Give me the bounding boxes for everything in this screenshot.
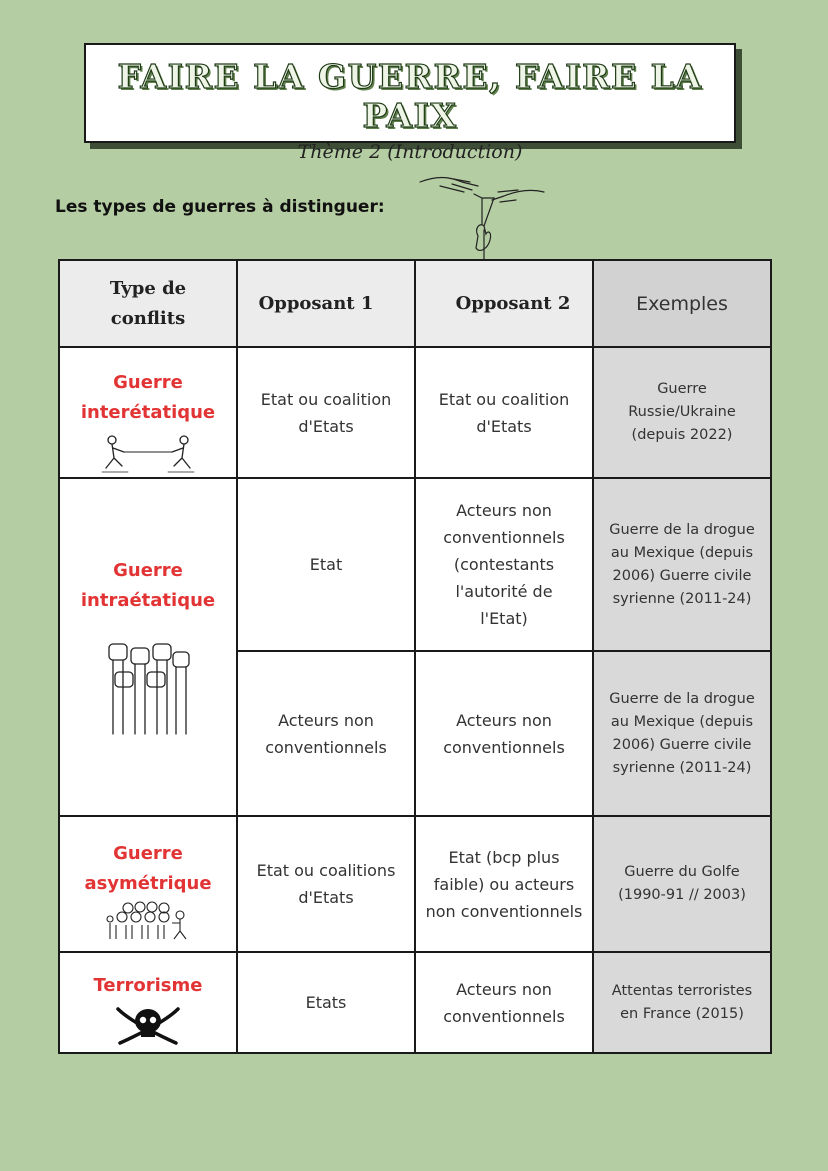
type-name: Guerre interétatique <box>80 372 216 423</box>
hands-sketch-icon <box>418 170 548 260</box>
tug-of-war-icon <box>98 432 198 474</box>
type-cell <box>59 347 237 478</box>
opponent-1-cell: Etats <box>237 952 415 1053</box>
table-header-row <box>59 260 771 347</box>
type-cell <box>59 816 237 952</box>
examples-cell: Guerre de la drogue au Mexique (depuis 2006) Guerre civile syrienne (2011-24) <box>593 651 771 816</box>
opponent-2-cell: Etat (bcp plus faible) ou acteurs non conventionnels <box>415 816 593 952</box>
table-row <box>59 347 771 478</box>
opponent-1-cell: Etat ou coalition d'Etats <box>237 347 415 478</box>
page-title: FAIRE LA GUERRE, FAIRE LA PAIX <box>117 57 703 135</box>
opponent-1-cell: Acteurs non conventionnels <box>237 651 415 816</box>
table-row <box>59 952 771 1053</box>
opponent-1-cell: Etat ou coalitions d'Etats <box>237 816 415 952</box>
examples-cell: Guerre de la drogue au Mexique (depuis 2006) Guerre civile syrienne (2011-24) <box>593 478 771 651</box>
type-cell <box>59 478 237 816</box>
table-row <box>59 816 771 952</box>
opponent-2-cell: Acteurs non conventionnels <box>415 651 593 816</box>
raised-fists-icon <box>103 638 193 738</box>
table-row <box>59 478 771 651</box>
conflict-table <box>58 259 772 1054</box>
opponent-1-cell: Etat <box>237 478 415 651</box>
opponent-2-cell: Etat ou coalition d'Etats <box>415 347 593 478</box>
type-name: Guerre asymétrique <box>84 843 212 894</box>
opponent-2-cell: Acteurs non conventionnels <box>415 952 593 1053</box>
examples-cell: Guerre du Golfe (1990-91 // 2003) <box>593 816 771 952</box>
opponent-2-cell: Acteurs non conventionnels (contestants l'autorité de l'Etat) <box>415 478 593 651</box>
examples-cell: Attentas terroristes en France (2015) <box>593 952 771 1053</box>
header-opponent-1: Opposant 1 <box>237 260 415 347</box>
title-box <box>84 43 736 163</box>
crowd-icon <box>106 901 190 941</box>
type-name: Terrorisme <box>93 975 203 996</box>
skull-swords-icon <box>112 1003 184 1047</box>
header-opponent-2: Opposant 2 <box>415 260 593 347</box>
intro-heading: Les types de guerres à distinguer: <box>55 197 385 217</box>
examples-cell: Guerre Russie/Ukraine (depuis 2022) <box>593 347 771 478</box>
type-cell <box>59 952 237 1053</box>
header-examples: Exemples <box>593 260 771 347</box>
header-type: Type de conflits <box>59 260 237 347</box>
page-subtitle: Thème 2 (Introduction) <box>297 141 523 163</box>
type-name: Guerre intraétatique <box>80 560 216 611</box>
